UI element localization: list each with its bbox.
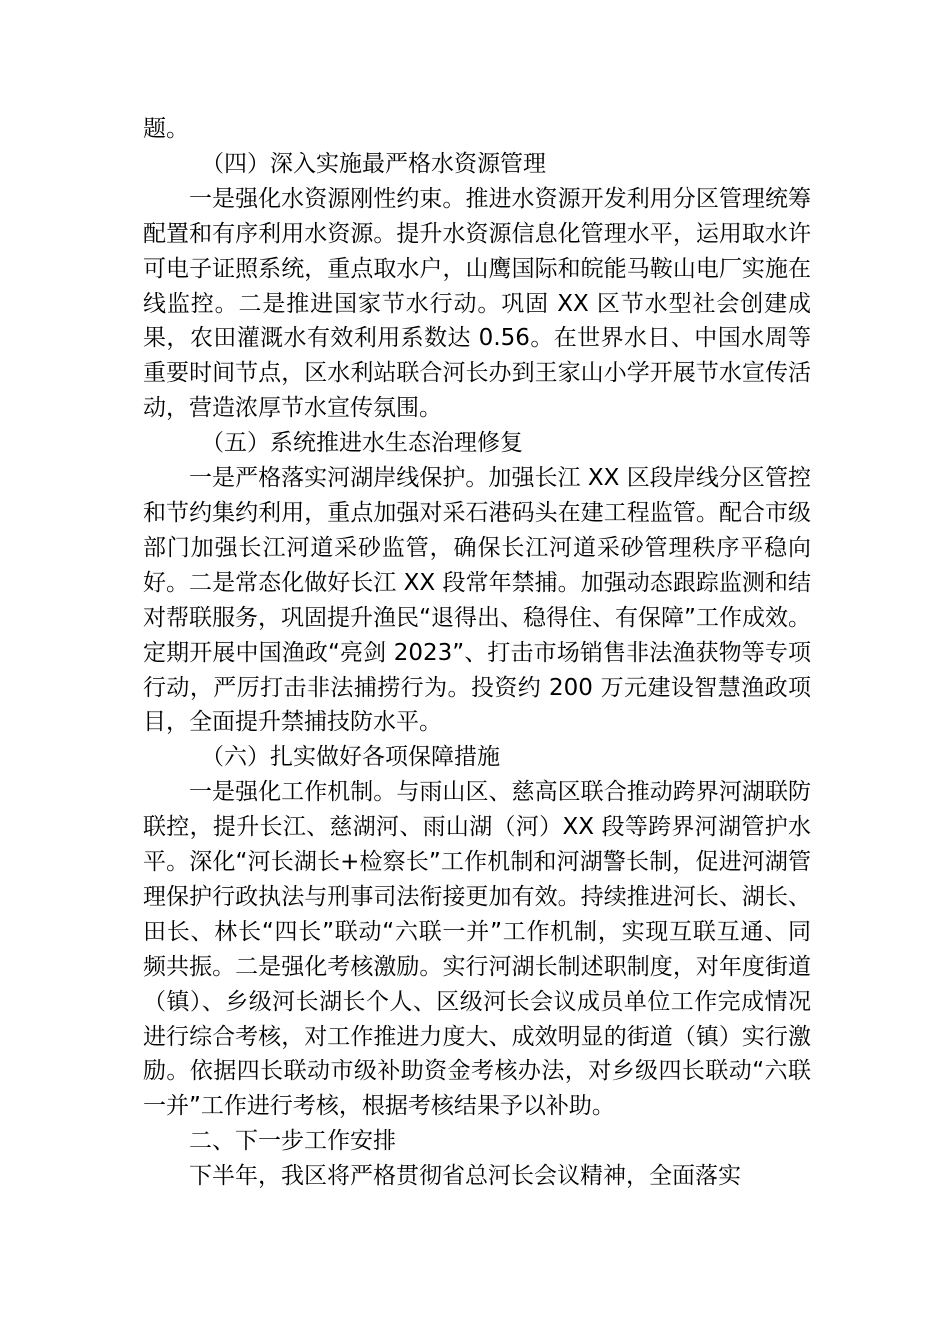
- body-paragraph: 下半年，我区将严格贯彻省总河长会议精神，全面落实: [189, 1163, 741, 1190]
- section-heading-5: （五）系统推进水生态治理修复: [201, 430, 523, 457]
- body-paragraph: 一是严格落实河湖岸线保护。加强长江 XX 区段岸线分区管控和节约集约利用，重点加强对采石港码头在建工程监管。配合市级部门加强长江河道采砂监管，确保长江河道采砂管理秩序平稳向好。二是常态化做好长江 XX 段常年禁捕。加强动态跟踪监测和结对帮联服务，巩固提升渔民“退得出、稳得住、有保障”工作成效。定期开展中国渔政“亮剑 2023”、打击市场销售非法渔获物等专项行动，严厉打击非法捕捞行为。投资约 200 万元建设智慧渔政项目，全面提升禁捕技防水平。: [143, 465, 811, 736]
- continuation-text: 题。: [143, 116, 189, 142]
- section-heading-4: （四）深入实施最严格水资源管理: [201, 150, 546, 177]
- section-heading-next-steps: 二、下一步工作安排: [189, 1128, 396, 1155]
- document-body: [143, 112, 811, 1194]
- body-paragraph: 一是强化工作机制。与雨山区、慈高区联合推动跨界河湖联防联控，提升长江、慈湖河、雨山湖（河）XX 段等跨界河湖管护水平。深化“河长湖长+检察长”工作机制和河湖警长制，促进河湖管理保护行政执法与刑事司法衔接更加有效。持续推进河长、湖长、田长、林长“四长”联动“六联一并”工作机制，实现互联互通、同频共振。二是强化考核激励。实行河湖长制述职制度，对年度街道（镇）、乡级河长湖长个人、区级河长会议成员单位工作完成情况进行综合考核，对工作推进力度大、成效明显的街道（镇）实行激励。依据四长联动市级补助资金考核办法，对乡级四长联动“六联一并”工作进行考核，根据考核结果予以补助。: [143, 779, 811, 1120]
- section-heading-6: （六）扎实做好各项保障措施: [201, 744, 500, 771]
- body-paragraph: 一是强化水资源刚性约束。推进水资源开发利用分区管理统筹配置和有序利用水资源。提升水资源信息化管理水平，运用取水许可电子证照系统，重点取水户，山鹰国际和皖能马鞍山电厂实施在线监控。二是推进国家节水行动。巩固 XX 区节水型社会创建成果，农田灌溉水有效利用系数达 0.56。在世界水日、中国水周等重要时间节点，区水利站联合河长办到王家山小学开展节水宣传活动，营造浓厚节水宣传氛围。: [143, 185, 811, 422]
